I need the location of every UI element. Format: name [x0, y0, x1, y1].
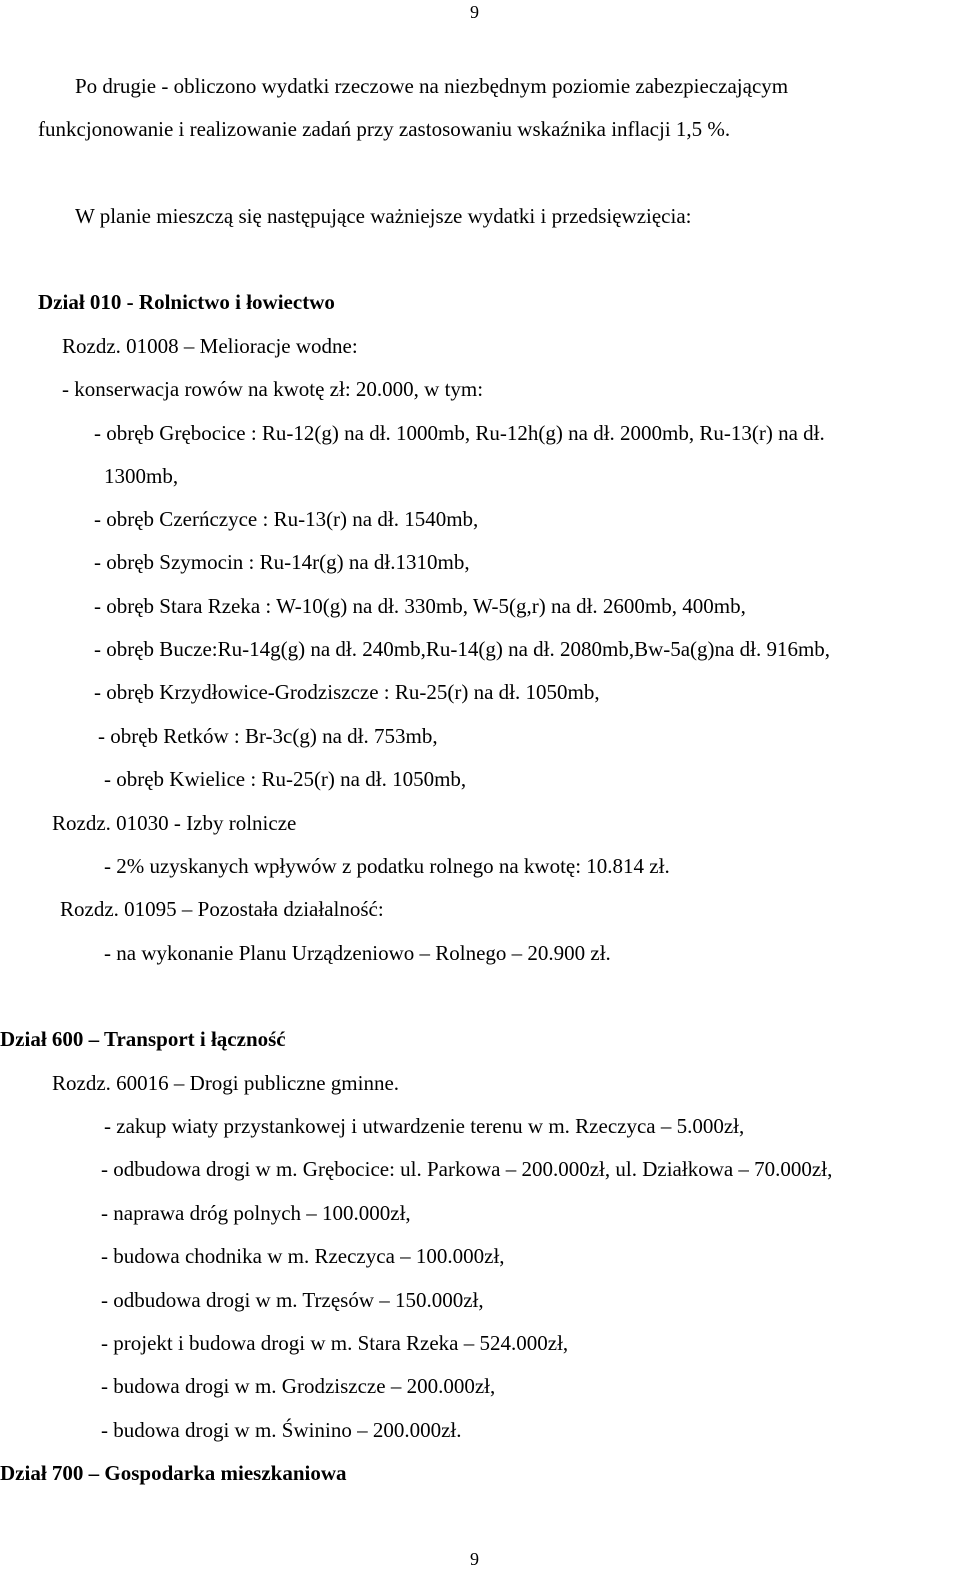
intro-line-1: Po drugie - obliczono wydatki rzeczowe na niezbędnym poziomie zabezpieczającym [75, 74, 789, 98]
list-item: - obręb Grębocice : Ru-12(g) na dł. 1000mb, Ru-12h(g) na dł. 2000mb, Ru-13(r) na dł. [94, 421, 825, 445]
list-item: - obręb Szymocin : Ru-14r(g) na dł.1310mb, [94, 550, 470, 574]
page-number-top: 9 [470, 2, 479, 22]
subsection-title-01030: Rozdz. 01030 - Izby rolnicze [52, 811, 297, 835]
list-item: - obręb Stara Rzeka : W-10(g) na dł. 330mb, W-5(g,r) na dł. 2600mb, 400mb, [94, 594, 746, 618]
list-item: - obręb Czerńczyce : Ru-13(r) na dł. 1540mb, [94, 507, 479, 531]
section-heading-dzial-010: Dział 010 - Rolnictwo i łowiectwo [38, 290, 335, 314]
intro-line-2: funkcjonowanie i realizowanie zadań przy zastosowaniu wskaźnika inflacji 1,5 %. [38, 117, 731, 141]
section-heading-dzial-600: Dział 600 – Transport i łączność [0, 1027, 286, 1051]
list-item: - naprawa dróg polnych – 100.000zł, [101, 1201, 411, 1225]
intro-line-3: W planie mieszczą się następujące ważniejsze wydatki i przedsięwzięcia: [75, 204, 692, 228]
subsection-title-01008: Rozdz. 01008 – Melioracje wodne: [62, 334, 358, 358]
list-item: - budowa drogi w m. Grodziszcze – 200.000zł, [101, 1374, 496, 1398]
page-number-bottom: 9 [470, 1549, 479, 1569]
subsection-title-01095: Rozdz. 01095 – Pozostała działalność: [60, 897, 384, 921]
list-item: 1300mb, [104, 464, 179, 488]
subsection-title-60016: Rozdz. 60016 – Drogi publiczne gminne. [52, 1071, 400, 1095]
list-item: - obręb Retków : Br-3c(g) na dł. 753mb, [98, 724, 438, 748]
list-item: - obręb Kwielice : Ru-25(r) na dł. 1050mb, [104, 767, 467, 791]
list-item: - odbudowa drogi w m. Trzęsów – 150.000zł, [101, 1288, 484, 1312]
list-item: - budowa drogi w m. Świnino – 200.000zł. [101, 1418, 462, 1442]
list-item: - obręb Bucze:Ru-14g(g) na dł. 240mb,Ru-14(g) na dł. 2080mb,Bw-5a(g)na dł. 916mb, [94, 637, 831, 661]
section-heading-dzial-700: Dział 700 – Gospodarka mieszkaniowa [0, 1461, 347, 1485]
list-item-konserwacja: - konserwacja rowów na kwotę zł: 20.000, w tym: [62, 377, 484, 401]
list-item: - odbudowa drogi w m. Grębocice: ul. Parkowa – 200.000zł, ul. Działkowa – 70.000zł, [101, 1157, 833, 1181]
list-item: - budowa chodnika w m. Rzeczyca – 100.000zł, [101, 1244, 505, 1268]
list-item: - zakup wiaty przystankowej i utwardzenie terenu w m. Rzeczyca – 5.000zł, [104, 1114, 745, 1138]
list-item: - 2% uzyskanych wpływów z podatku rolnego na kwotę: 10.814 zł. [104, 854, 670, 878]
list-item: - na wykonanie Planu Urządzeniowo – Rolnego – 20.900 zł. [104, 941, 611, 965]
list-item: - projekt i budowa drogi w m. Stara Rzeka – 524.000zł, [101, 1331, 569, 1355]
list-item: - obręb Krzydłowice-Grodziszcze : Ru-25(r) na dł. 1050mb, [94, 680, 600, 704]
